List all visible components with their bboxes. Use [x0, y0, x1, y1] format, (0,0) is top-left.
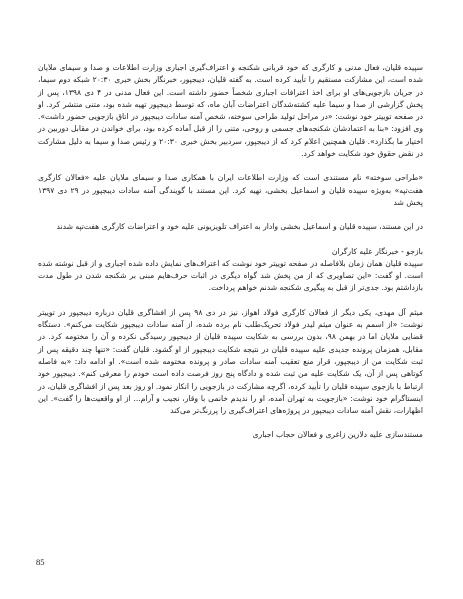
paragraph-meysam-complaint: میثم آل مهدی، یکی دیگر از فعالان کارگری فولاد اهواز، نیز در دی ۹۸ پس از افشاگری قلیان درباره دیبجپور در توییتر نوشت: «از اسمم به عنوان میثم لیدر فولاد تحریک‌طلب نام برده شده، از آمنه سادات دیبجپور شکایت می‌کنم». دستگاه قضایی ملایان اما در بهمن ۹۸، بدون بررسی به شکایت سپیده قلیان از دیبجپور رسیدگی نکرده و آن را مختومه کرد. در مقابل، همزمان پرونده جدیدی علیه سپیده قلیان در نتیجه شکایت دیبجپور از او گشود. قلیان گفت: «تنها چند دقیقه پس از ثبت شکایت من از دیبجپور، قرار منع تعقیب آمنه سادات صادر و پرونده مختومه شده است». او ادامه داد: «به فاصله کوتاهی پس از آن، یک شکایت علیه من ثبت شده و دادگاه پنج روز فرصت داده است خودم را معرفی کنم». دیبجپور خود ارتباط با بازجوی سپیده قلیان را تأیید کرده، اگرچه مشارکت در بازجویی را انکار نمود. او روز بعد پس از افشاگری قلیان، در اینستاگرام خود نوشت: «بازجویت به تهران آمده، او را ندیدم خانمی با وقار، نجیب و آرام... از او واقعیت‌ها را گفت». این اظهارات، نقش آمنه سادات دیبجپور در پروژه‌های اعتراف‌گیری را پررنگ‌تر می‌کند — [38, 307, 424, 416]
paragraph-spacer — [38, 160, 423, 172]
paragraph-spacer — [38, 295, 423, 307]
paragraph-documentary-description: «طراحی سوخته» نام مستندی است که وزارت اطلاعات ایران با همکاری صدا و سیمای ملایان علیه «فعالان کارگری هفت‌تپه» به‌ویژه سپیده قلیان و اسماعیل بخشی، تهیه کرد. این مستند با گویندگی آمنه سادات دیبجپور در ۲۹ دی ۱۳۹۷ پخش شد — [38, 173, 424, 207]
page-number: 85 — [36, 557, 45, 567]
closing-heading: مستندسازی علیه دلارین زاغری و فعالان حجاب اجباری — [252, 430, 423, 440]
paragraph-spacer — [38, 209, 423, 221]
paragraph-spacer — [38, 234, 423, 246]
paragraph-forced-confession: در این مستند، سپیده قلیان و اسماعیل بخشی وادار به اعتراف تلویزیونی علیه خود و اعتراضات کارگری هفت‌تپه شدند — [56, 222, 423, 232]
paragraph-qalian-tweet: سپیده قلیان همان زمان بلافاصله در صفحه توییتر خود نوشت که اعتراف‌های نمایش داده شده اجباری و از قبل نوشته شده است. او گفت: «این تصاویری که از من پخش شد گواه دیگری در اثبات حرف‌هایم مبنی بر شکنجه شدن در طول مدت بازداشتم بود. جدی‌تر از قبل به پیگیری شکنجه شدنم خواهم پرداخت. — [38, 258, 423, 293]
section-heading: بازجو - خبرنگار علیه کارگران — [331, 246, 423, 256]
paragraph-spacer — [38, 417, 423, 429]
document-body — [38, 62, 423, 442]
paragraph-qalian-testimony: سپیده قلیان، فعال مدنی و کارگری که خود قربانی شکنجه و اعتراف‌گیری اجباری وزارت اطلاعات و صدا و سیمای ملایان شده است، این مشارکت مستقیم را تأیید کرده است. به گفته قلیان، دیبجپور، خبرنگار بخش خبری ۲۰:۳۰ شبکه دوم سیما، در جریان بازجویی‌های او برای اخذ اعترافات اجباری شخصاً حضور داشته است. این فعال مدنی در ۴ دی ۱۳۹۸، پس از پخش گزارشی از صدا و سیما علیه کشته‌شدگان اعتراضات آبان ماه، که توسط دیبجپور تهیه شده بود، متنی منتشر کرد. او در صفحه توییتر خود نوشت: «در مراحل تولید طراحی سوخته، شخص آمنه سادات دیبجپور در اتاق بازجویی حضور داشت». وی افزود: «بنا به اعتمادشان شکنجه‌های جسمی و روحی، متنی را از قبل آماده کرده بود، برای خواندن در مقابل دوربین در اختیار ما بگذارد». قلیان همچنین اعلام کرد که از دیبجپور، سردبیر بخش خبری ۲۰:۳۰ و رئیس صدا و سیما به دلیل مشارکت در نقض حقوق خود شکایت خواهد کرد. — [38, 63, 424, 159]
